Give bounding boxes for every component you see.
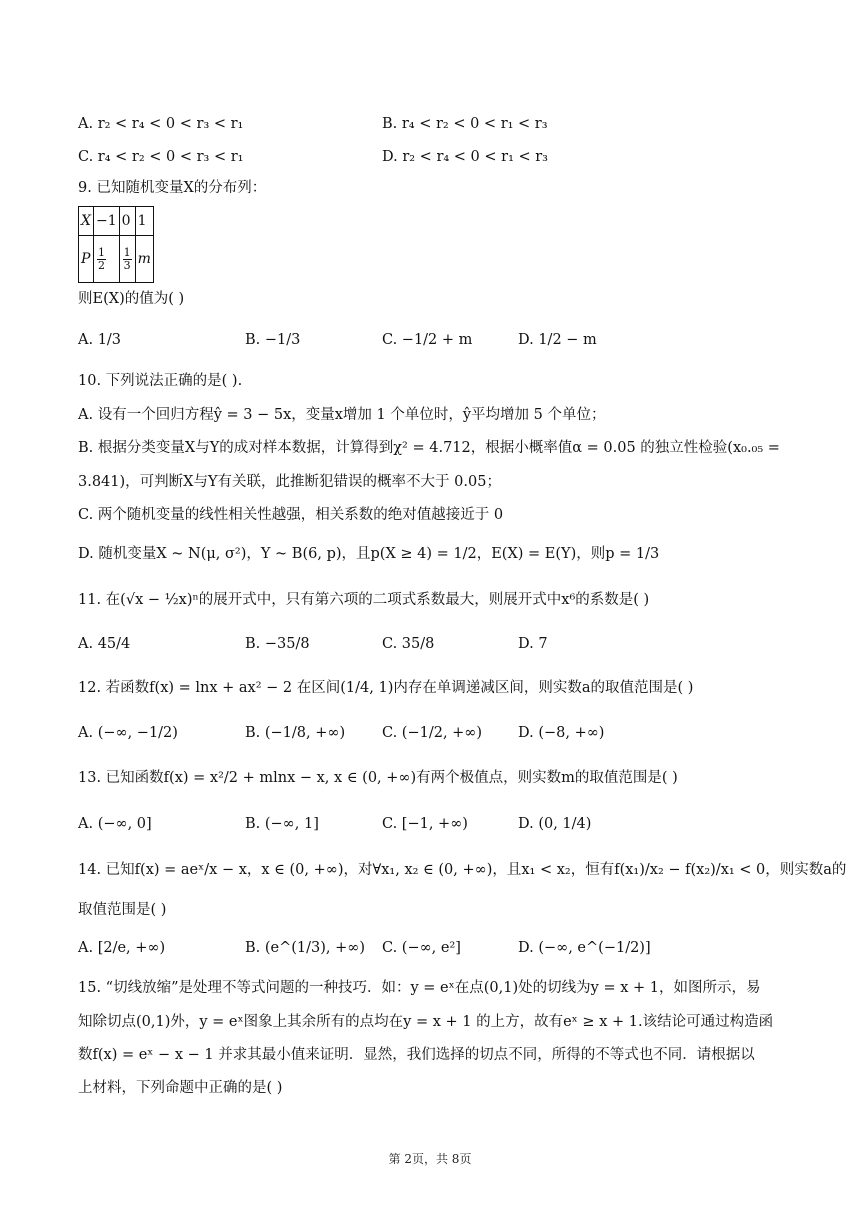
q13-stem: 13. 已知函数f(x) = x²/2 + mlnx − x, x ∈ (0, +∞)有两个极值点，则实数m的取值范围是( ): [78, 770, 678, 786]
q14-stem-line2: 取值范围是( ): [78, 902, 167, 918]
q10-option-d: D. 随机变量X ~ N(μ, σ²)，Y ~ B(6, p)，且p(X ≥ 4) = 1/2，E(X) = E(Y)，则p = 1/3: [78, 546, 660, 562]
table-cell: −1: [93, 207, 119, 236]
q12-option-a: A. (−∞, −1/2): [78, 725, 178, 741]
q13-option-b: B. (−∞, 1]: [245, 816, 319, 832]
q12-option-c: C. (−1/2, +∞): [382, 725, 483, 741]
table-cell: $\frac{1}{2}$: [93, 236, 119, 283]
q9-option-a: A. 1/3: [78, 332, 122, 348]
q10-option-c: C. 两个随机变量的线性相关性越强，相关系数的绝对值越接近于 0: [78, 507, 504, 523]
q9-option-c: C. −1/2 + m: [382, 332, 473, 348]
q10-option-a: A. 设有一个回归方程ŷ = 3 − 5x，变量x增加 1 个单位时，ŷ平均增加 5 个单位；: [78, 407, 606, 423]
table-cell: $\frac{1}{3}$: [119, 236, 135, 283]
q12-option-d: D. (−8, +∞): [518, 725, 605, 741]
q11-option-b: B. −35/8: [245, 636, 310, 652]
table-cell: 1: [135, 207, 153, 236]
q11-stem: 11. 在(√x − ½x)ⁿ的展开式中，只有第六项的二项式系数最大，则展开式中x⁶的系数是( ): [78, 592, 650, 608]
table-cell: m: [135, 236, 153, 283]
q13-option-d: D. (0, 1/4): [518, 816, 592, 832]
q15-line3: 数f(x) = eˣ − x − 1 并求其最小值来证明．显然，我们选择的切点不同，所得的不等式也不同．请根据以: [78, 1047, 755, 1063]
page-footer: 第 2页，共 8页: [388, 1152, 472, 1166]
q14-option-c: C. (−∞, e²]: [382, 940, 461, 956]
q11-option-d: D. 7: [518, 636, 548, 652]
q11-option-a: A. 45/4: [78, 636, 131, 652]
q10-option-b-line1: B. 根据分类变量X与Y的成对样本数据，计算得到χ² = 4.712，根据小概率值α = 0.05 的独立性检验(x₀.₀₅ =: [78, 440, 780, 456]
q9-option-b: B. −1/3: [245, 332, 301, 348]
q14-option-d: D. (−∞, e^(−1/2)]: [518, 940, 651, 956]
q12-stem: 12. 若函数f(x) = lnx + ax² − 2 在区间(1/4, 1)内存在单调递减区间，则实数a的取值范围是( ): [78, 680, 694, 696]
q8-option-b: B. r₄ < r₂ < 0 < r₁ < r₃: [382, 116, 548, 132]
q14-option-b: B. (e^(1/3), +∞): [245, 940, 366, 956]
q11-option-c: C. 35/8: [382, 636, 435, 652]
q15-line1: 15. “切线放缩”是处理不等式问题的一种技巧．如：y = eˣ在点(0,1)处的切线为y = x + 1，如图所示，易: [78, 980, 761, 996]
q15-line2: 知除切点(0,1)外，y = eˣ图象上其余所有的点均在y = x + 1 的上方，故有eˣ ≥ x + 1.该结论可通过构造函: [78, 1014, 774, 1030]
q9-option-d: D. 1/2 − m: [518, 332, 597, 348]
q13-option-a: A. (−∞, 0]: [78, 816, 152, 832]
distribution-table: [78, 206, 154, 283]
q8-option-d: D. r₂ < r₄ < 0 < r₁ < r₃: [382, 149, 548, 165]
q12-option-b: B. (−1/8, +∞): [245, 725, 346, 741]
q10-option-b-line2: 3.841)，可判断X与Y有关联，此推断犯错误的概率不大于 0.05；: [78, 474, 501, 490]
q9-stem: 9. 已知随机变量X的分布列：: [78, 180, 267, 196]
q8-option-c: C. r₄ < r₂ < 0 < r₃ < r₁: [78, 149, 244, 165]
q8-option-a: A. r₂ < r₄ < 0 < r₃ < r₁: [78, 116, 244, 132]
table-cell: X: [79, 207, 94, 236]
q14-stem-line1: 14. 已知f(x) = aeˣ/x − x，x ∈ (0, +∞)，对∀x₁, x₂ ∈ (0, +∞)，且x₁ < x₂，恒有f(x₁)/x₂ − f(x₂)/x₁ < 0，则实数a的: [78, 862, 847, 878]
table-cell: 0: [119, 207, 135, 236]
q9-ask: 则E(X)的值为( ): [78, 291, 185, 307]
q10-stem: 10. 下列说法正确的是( ).: [78, 373, 243, 389]
q13-option-c: C. [−1, +∞): [382, 816, 468, 832]
q14-option-a: A. [2/e, +∞): [78, 940, 166, 956]
table-cell: P: [79, 236, 94, 283]
q15-line4: 上材料，下列命题中正确的是( ): [78, 1080, 283, 1096]
